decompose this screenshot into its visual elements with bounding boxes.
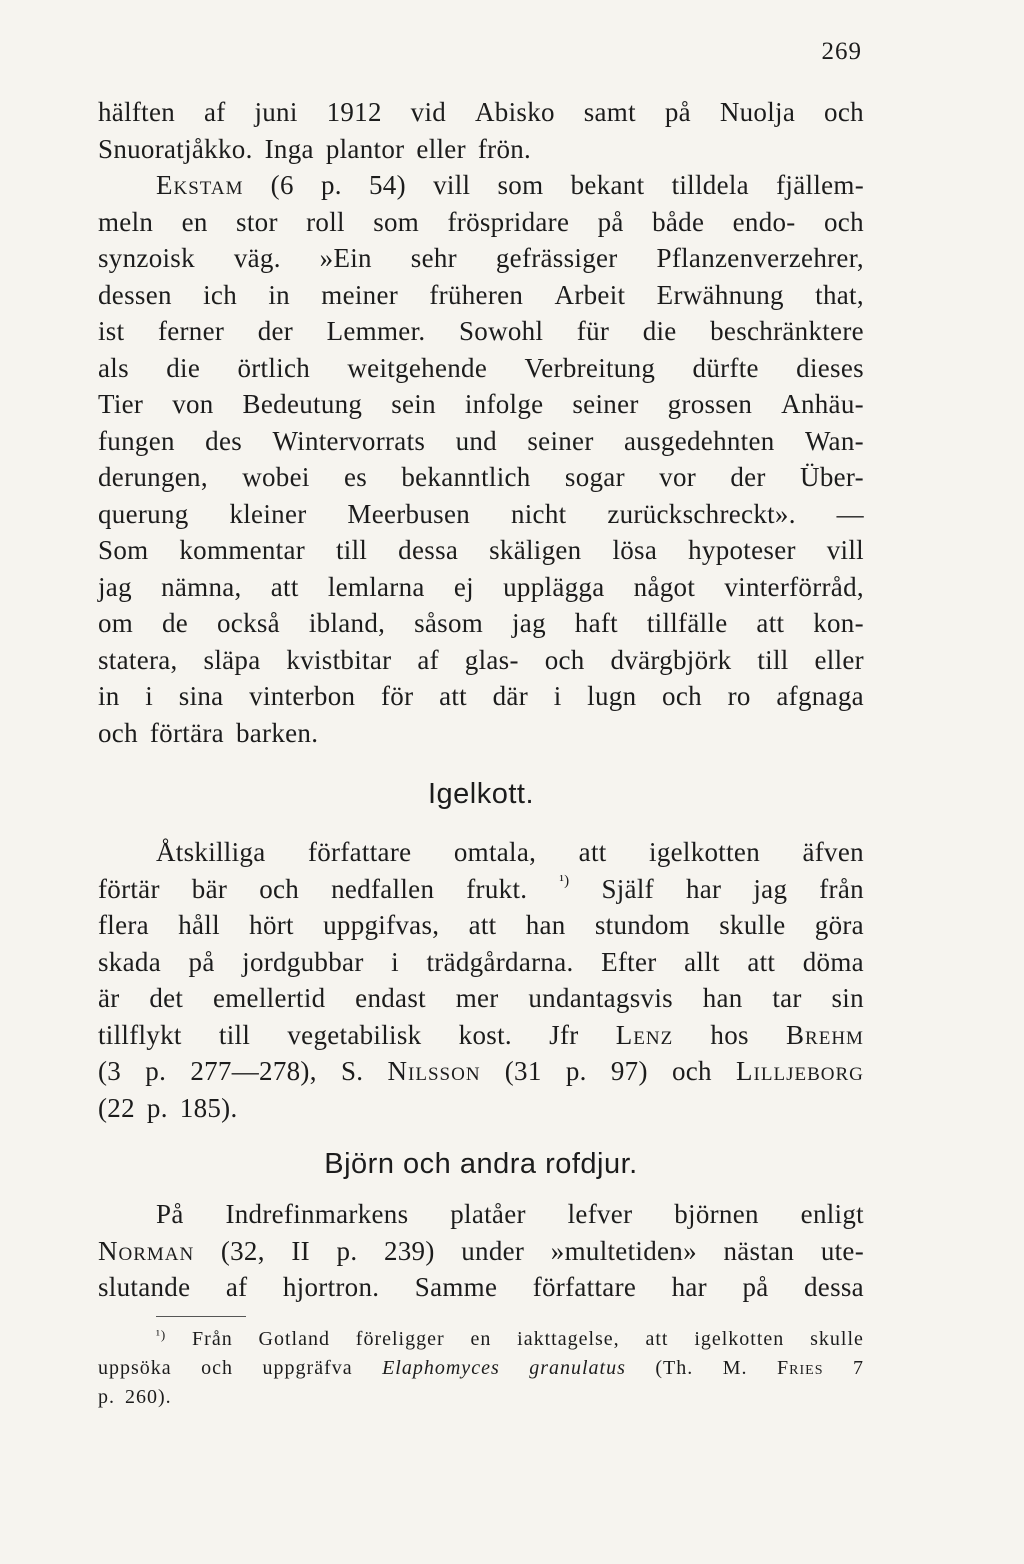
word: iakttagelse, [517,1328,620,1350]
word: p. [145,1056,167,1086]
word: allt [684,946,720,977]
word: skäligen [489,535,582,565]
word: tillfälle [646,608,728,638]
word: Wan- [804,425,864,456]
word: slutande [98,1272,191,1302]
word: upplägga [503,571,605,602]
word: göra [814,910,864,940]
word: hos [710,1019,749,1050]
word: hypoteser [688,535,796,565]
page-number: 269 [821,38,862,65]
word: att [578,837,607,867]
word: både [652,206,705,237]
word: på [597,206,624,237]
word: hälften [98,97,176,127]
word: Inga [264,133,314,164]
word: en [470,1328,492,1350]
word: vinterförråd, [724,571,864,602]
word: ich [203,279,238,310]
word: gefrässiger [495,243,618,273]
word: Själf [601,873,654,904]
word: som [497,170,544,200]
text-line [98,569,864,606]
word: att [468,910,497,940]
word: Lenz [615,1019,674,1050]
word: II [291,1235,310,1266]
word: p. [336,1235,358,1266]
word: en [181,206,208,237]
word: Lemmer. [326,316,426,346]
word: M. [722,1357,748,1379]
word: (3 [98,1056,122,1086]
word: 185). [179,1092,238,1123]
word: roll [306,206,345,237]
word: 277—278), [190,1056,317,1086]
word: har [685,873,722,904]
word: som [373,206,420,237]
word: Arbeit [554,279,626,310]
word: örtlich [237,352,311,383]
word: på [742,1272,769,1302]
word: bekanntlich [401,462,531,492]
word: »Ein [319,243,372,273]
word: Nuolja [719,97,796,127]
word: haft [574,608,618,638]
word: han [702,983,743,1013]
word: kost. [458,1019,512,1050]
word: lemlarna [327,571,425,602]
word: lefver [567,1199,633,1229]
word: vor [659,462,697,492]
word: nedfallen [331,873,435,904]
word: 239) [383,1235,435,1266]
text-line [98,1233,864,1270]
word: nästan [723,1235,795,1266]
word: jag [98,571,132,602]
word: döma [802,946,864,977]
word: i [391,946,399,977]
text-line [98,496,864,533]
text-line [98,944,864,981]
paragraph-hedgehog [98,834,864,1126]
word: jordgubbar [242,946,364,977]
word: tilldela [671,170,749,200]
word: derungen, [98,462,208,492]
word: statera, [98,644,178,675]
paragraph-lemming [98,94,864,751]
word: 7 [853,1357,864,1379]
text-line [98,678,864,715]
word: kleiner [229,498,307,529]
word: skada [98,946,161,977]
word: väg. [233,243,281,273]
text-line [98,907,864,944]
word: beschränktere [710,316,864,346]
word: ute- [820,1235,864,1266]
word: ej [453,571,474,602]
word: och [201,1357,234,1379]
word: jag [511,608,546,638]
word: dessen [98,279,172,310]
word: (6 [270,170,294,200]
word: p. [146,1092,168,1123]
word: (Th. [655,1357,694,1379]
word: att [645,1328,669,1350]
word: af [417,644,439,675]
word: S. [340,1056,364,1086]
word: ferner [157,316,225,346]
word: Som [98,535,149,565]
text-line [98,459,864,496]
word: granulatus [529,1357,626,1379]
word: och [259,873,300,904]
text-line [98,1017,864,1054]
word: i [145,681,154,711]
word: det [149,983,184,1013]
word: afgnaga [776,681,864,711]
word: 260). [125,1386,172,1408]
text-line [98,386,864,423]
word: omtala, [453,837,537,867]
word: dvärgbjörk [610,644,732,675]
word: die [642,316,677,346]
word: 1912 [326,97,382,127]
word: ro [727,681,751,711]
word: Nilsson [387,1056,481,1086]
word: uppsöka [98,1357,172,1379]
text-line [98,715,864,752]
word: för [381,681,414,711]
word: 54) [369,170,406,200]
word: Anhäu- [781,389,864,419]
word: emellertid [212,983,326,1013]
word: ist [98,316,125,346]
word: nämna, [161,571,242,602]
word: har [671,1272,707,1302]
word: Pflanzenverzehrer, [656,243,864,273]
word: något [633,571,696,602]
word: skulle [719,910,786,940]
text-line [98,94,864,131]
word: af [203,97,226,127]
word: sein [391,389,436,419]
footnote-marker: ¹) [156,1327,167,1342]
word: samt [583,97,636,127]
word: trädgårdarna. [426,946,574,977]
word: Ekstam [156,170,244,200]
word: zurückschreckt». [607,498,796,529]
text-line [98,871,864,908]
word: till [218,1019,251,1050]
word: också [216,608,280,638]
word: querung [98,498,189,529]
word: sina [178,681,224,711]
word: nicht [510,498,567,529]
word: (31 [504,1056,542,1086]
text-line [98,350,864,387]
word: Meerbusen [347,498,471,529]
word: vid [410,97,447,127]
word: jag [753,873,788,904]
word: hjortron. [282,1272,380,1302]
word: de [162,608,189,638]
text-line [98,204,864,241]
word: bekant [570,170,645,200]
word: wobei [242,462,310,492]
text-line [98,605,864,642]
word: frön. [477,133,532,164]
word: dieses [796,352,864,383]
paragraph-bear [98,1196,864,1306]
word: seiner [572,389,639,419]
word: Snuoratjåkko. [98,133,253,164]
text-line [98,642,864,679]
word: fungen [98,425,175,456]
word: weitgehende [347,352,488,383]
word: endast [355,983,426,1013]
word: och [671,1056,712,1086]
word: att [756,608,785,638]
word: där [492,681,529,711]
word: Efter [601,946,657,977]
word: till [336,535,368,565]
word: och [824,97,864,127]
word: für [576,316,610,346]
word: sin [831,983,864,1013]
word: Brehm [786,1019,864,1050]
word: kvistbitar [286,644,392,675]
word: äfven [802,837,864,867]
text-line [98,240,864,277]
word: und [455,425,497,456]
word: och [662,681,702,711]
word: ¹) [559,872,570,889]
text-line [98,1196,864,1233]
word: glas- [464,644,519,675]
word: På [156,1199,184,1229]
word: är [98,983,120,1013]
word: meiner [321,279,399,310]
section-heading-bjorn: Björn och andra rofdjur. [324,1148,638,1180]
word: dessa [803,1272,864,1302]
word: barken. [235,717,319,748]
word: p. [98,1386,115,1408]
word: die [166,352,201,383]
word: fjällem- [776,170,864,200]
word: (32, [220,1235,265,1266]
word: uppgräfva [262,1357,353,1379]
word: Abisko [474,97,555,127]
word: sogar [564,462,625,492]
word: på [664,97,691,127]
word: släpa [203,644,261,675]
word: es [343,462,368,492]
word: Fries [777,1357,824,1379]
word: Wintervorrats [272,425,426,456]
word: als [98,352,129,383]
word: och [544,644,585,675]
footnote-rule [156,1316,246,1317]
word: håll [178,910,220,940]
word: infolge [464,389,544,419]
word: ibland, [308,608,386,638]
word: uppgifvas, [323,910,440,940]
word: Elaphomyces [382,1357,500,1379]
text-line [98,167,864,204]
word: von [172,389,214,419]
word: sehr [410,243,457,273]
word: och [823,206,864,237]
word: Norman [98,1235,195,1266]
word: frukt. [466,873,528,904]
word: att [439,681,467,711]
word: Åtskilliga [156,837,266,867]
word: dessa [398,535,459,565]
word: Sowohl [458,316,544,346]
word: igelkotten [694,1328,785,1350]
word: synzoisk [98,243,195,273]
word: författare [307,837,412,867]
word: that, [815,279,864,310]
word: hört [249,910,294,940]
word: stor [236,206,278,237]
word: skulle [810,1328,864,1350]
word: vinterbon [249,681,356,711]
text-line [98,1269,864,1306]
word: undantagsvis [528,983,673,1013]
word: förtär [98,873,160,904]
footnote-line [98,1354,864,1383]
word: under [461,1235,525,1266]
footnote-line [98,1383,864,1412]
word: dürfte [692,352,759,383]
word: vegetabilisk [287,1019,422,1050]
text-line [98,1053,864,1090]
word: och [98,717,138,748]
section-heading-igelkott: Igelkott. [427,778,535,810]
word: — [836,498,864,529]
word: 97) [610,1056,648,1086]
word: björnen [674,1199,759,1229]
word: vill [826,535,864,565]
word: Tier [98,389,144,419]
word: Bedeutung [242,389,363,419]
word: p. [565,1056,587,1086]
word: förtära [149,717,224,748]
word: ausgedehnten [624,425,775,456]
word: früheren [429,279,524,310]
text-line [98,423,864,460]
word: kon- [813,608,864,638]
word: Från [192,1328,233,1350]
word: han [525,910,566,940]
word: (22 [98,1092,135,1123]
word: seiner [527,425,594,456]
word: eller [814,644,864,675]
word: juni [254,97,298,127]
word: föreligger [355,1328,445,1350]
word: Lilljeborg [736,1056,864,1086]
footnote [98,1325,864,1412]
word: der [730,462,766,492]
word: att [270,571,299,602]
word: stundom [594,910,690,940]
word: Gotland [258,1328,330,1350]
word: endo- [732,206,796,237]
word: till [757,644,789,675]
word: des [205,425,243,456]
word: tillflykt [98,1019,182,1050]
word: Indrefinmarkens [225,1199,409,1229]
word: på [188,946,215,977]
text-line [98,980,864,1017]
word: eller [416,133,466,164]
word: Erwähnung [656,279,784,310]
word: flera [98,910,149,940]
text-line [98,1090,864,1127]
word: vill [433,170,471,200]
word: meln [98,206,154,237]
word: p. [320,170,342,200]
word: »multetiden» [550,1235,697,1266]
text-line [98,532,864,569]
word: grossen [667,389,753,419]
word: Verbreitung [524,352,656,383]
text-line [98,131,864,168]
word: in [268,279,290,310]
word: i [553,681,562,711]
word: från [819,873,864,904]
text-line [98,313,864,350]
word: igelkotten [649,837,760,867]
word: Jfr [549,1019,579,1050]
word: af [225,1272,248,1302]
word: om [98,608,134,638]
text-line [98,277,864,314]
word: såsom [414,608,484,638]
word: kommentar [179,535,306,565]
word: fröspridare [447,206,570,237]
word: in [98,681,120,711]
word: Samme [414,1272,498,1302]
word: lösa [612,535,658,565]
word: bär [191,873,228,904]
word: Über- [800,462,864,492]
word: enligt [800,1199,864,1229]
word: mer [455,983,499,1013]
text-line [98,834,864,871]
footnote-line [98,1325,864,1354]
word: der [257,316,294,346]
word: att [747,946,776,977]
word: lugn [587,681,637,711]
word: plantor [325,133,405,164]
word: författare [532,1272,637,1302]
word: platåer [450,1199,526,1229]
word: tar [772,983,802,1013]
